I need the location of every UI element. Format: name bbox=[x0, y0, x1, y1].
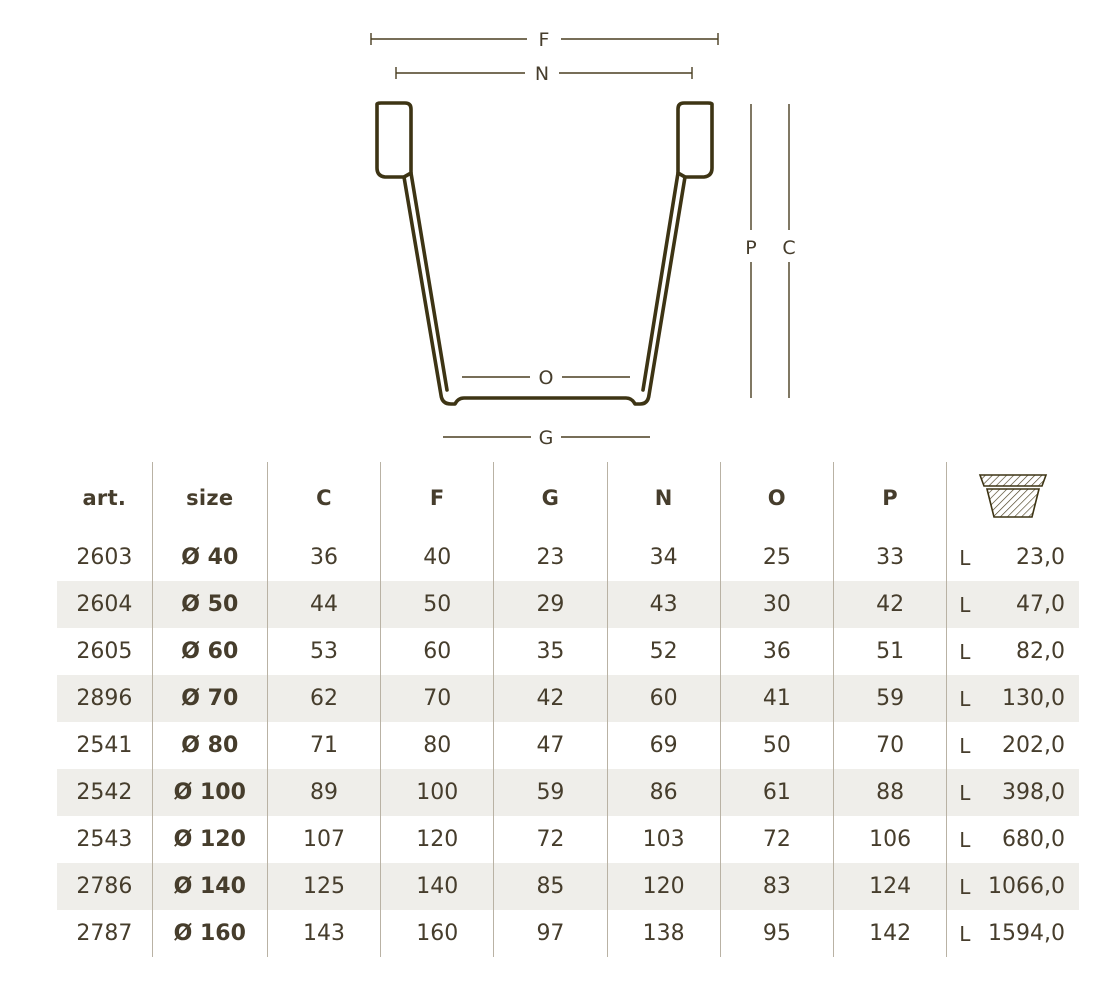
cell-c: 107 bbox=[267, 816, 380, 863]
cell-n: 138 bbox=[607, 910, 720, 957]
table-row bbox=[57, 816, 1079, 863]
cell-o: 95 bbox=[720, 910, 833, 957]
column-header-c: C bbox=[267, 462, 380, 534]
cell-n: 60 bbox=[607, 675, 720, 722]
volume-unit: L bbox=[959, 733, 971, 758]
cell-c: 62 bbox=[267, 675, 380, 722]
cell-f: 80 bbox=[381, 722, 494, 769]
cell-o: 50 bbox=[720, 722, 833, 769]
cell-volume bbox=[947, 722, 1079, 769]
cell-f: 120 bbox=[381, 816, 494, 863]
specifications-table bbox=[57, 462, 1079, 957]
table-row bbox=[57, 628, 1079, 675]
cell-g: 72 bbox=[494, 816, 607, 863]
dimension-label-G: G bbox=[538, 427, 554, 449]
cell-g: 47 bbox=[494, 722, 607, 769]
cell-c: 89 bbox=[267, 769, 380, 816]
cell-g: 85 bbox=[494, 863, 607, 910]
column-header-art: art. bbox=[82, 486, 127, 510]
cell-c: 143 bbox=[267, 910, 380, 957]
cell-p: 51 bbox=[833, 628, 946, 675]
pot-icon bbox=[976, 470, 1050, 522]
cell-art: 2786 bbox=[76, 874, 133, 899]
table-body bbox=[57, 534, 1079, 957]
volume-value: 202,0 bbox=[1002, 733, 1065, 758]
cell-volume bbox=[947, 863, 1079, 910]
cell-g: 29 bbox=[494, 581, 607, 628]
column-header-o: O bbox=[720, 462, 833, 534]
technical-drawing bbox=[0, 0, 1106, 462]
volume-unit: L bbox=[959, 545, 971, 570]
cell-c: 36 bbox=[267, 534, 380, 581]
cell-p: 70 bbox=[833, 722, 946, 769]
column-header-n: N bbox=[607, 462, 720, 534]
cell-volume bbox=[947, 769, 1079, 816]
cell-p: 142 bbox=[833, 910, 946, 957]
cell-size: Ø 50 bbox=[152, 581, 267, 628]
cell-p: 33 bbox=[833, 534, 946, 581]
volume-value: 130,0 bbox=[1002, 686, 1065, 711]
cell-f: 160 bbox=[381, 910, 494, 957]
volume-value: 82,0 bbox=[1016, 639, 1065, 664]
table-row bbox=[57, 910, 1079, 957]
column-header-g: G bbox=[494, 462, 607, 534]
cell-f: 100 bbox=[381, 769, 494, 816]
cell-volume bbox=[947, 581, 1079, 628]
column-header-volume bbox=[947, 462, 1079, 534]
volume-unit: L bbox=[959, 827, 971, 852]
cell-volume bbox=[947, 534, 1079, 581]
cell-g: 97 bbox=[494, 910, 607, 957]
cell-n: 69 bbox=[607, 722, 720, 769]
cell-f: 40 bbox=[381, 534, 494, 581]
cell-n: 120 bbox=[607, 863, 720, 910]
cell-f: 60 bbox=[381, 628, 494, 675]
cell-size: Ø 160 bbox=[152, 910, 267, 957]
cell-o: 83 bbox=[720, 863, 833, 910]
cell-o: 36 bbox=[720, 628, 833, 675]
volume-unit: L bbox=[959, 686, 971, 711]
volume-unit: L bbox=[959, 592, 971, 617]
volume-value: 1066,0 bbox=[988, 874, 1065, 899]
cell-size: Ø 40 bbox=[152, 534, 267, 581]
cell-art: 2787 bbox=[76, 921, 133, 946]
volume-unit: L bbox=[959, 639, 971, 664]
volume-unit: L bbox=[959, 921, 971, 946]
cell-g: 59 bbox=[494, 769, 607, 816]
cell-size: Ø 120 bbox=[152, 816, 267, 863]
volume-value: 47,0 bbox=[1016, 592, 1065, 617]
cell-c: 125 bbox=[267, 863, 380, 910]
cell-c: 53 bbox=[267, 628, 380, 675]
cell-p: 124 bbox=[833, 863, 946, 910]
cell-size: Ø 60 bbox=[152, 628, 267, 675]
cell-volume bbox=[947, 628, 1079, 675]
cell-art: 2603 bbox=[76, 545, 133, 570]
volume-value: 1594,0 bbox=[988, 921, 1065, 946]
table-row bbox=[57, 581, 1079, 628]
cell-volume bbox=[947, 910, 1079, 957]
table-row bbox=[57, 722, 1079, 769]
cell-f: 50 bbox=[381, 581, 494, 628]
column-header-p: P bbox=[833, 462, 946, 534]
cell-art: 2543 bbox=[76, 827, 133, 852]
cell-n: 43 bbox=[607, 581, 720, 628]
cell-art: 2605 bbox=[76, 639, 133, 664]
table-row bbox=[57, 863, 1079, 910]
cell-volume bbox=[947, 816, 1079, 863]
column-header-f: F bbox=[381, 462, 494, 534]
cell-size: Ø 140 bbox=[152, 863, 267, 910]
cell-art: 2542 bbox=[76, 780, 133, 805]
cell-o: 61 bbox=[720, 769, 833, 816]
volume-value: 23,0 bbox=[1016, 545, 1065, 570]
table-header-row bbox=[57, 462, 1079, 534]
cell-p: 59 bbox=[833, 675, 946, 722]
cell-c: 44 bbox=[267, 581, 380, 628]
cell-o: 72 bbox=[720, 816, 833, 863]
cell-n: 103 bbox=[607, 816, 720, 863]
cell-p: 106 bbox=[833, 816, 946, 863]
cell-n: 34 bbox=[607, 534, 720, 581]
volume-unit: L bbox=[959, 874, 971, 899]
cell-art: 2541 bbox=[76, 733, 133, 758]
cell-c: 71 bbox=[267, 722, 380, 769]
cell-g: 23 bbox=[494, 534, 607, 581]
dimension-label-C: C bbox=[782, 237, 796, 259]
volume-value: 398,0 bbox=[1002, 780, 1065, 805]
table-row bbox=[57, 769, 1079, 816]
dimension-label-F: F bbox=[538, 29, 550, 51]
dimension-label-O: O bbox=[538, 367, 554, 389]
cell-g: 35 bbox=[494, 628, 607, 675]
volume-value: 680,0 bbox=[1002, 827, 1065, 852]
cell-size: Ø 80 bbox=[152, 722, 267, 769]
cell-f: 140 bbox=[381, 863, 494, 910]
cell-art: 2604 bbox=[76, 592, 133, 617]
dimension-label-N: N bbox=[534, 63, 550, 85]
cell-volume bbox=[947, 675, 1079, 722]
cell-g: 42 bbox=[494, 675, 607, 722]
table-row bbox=[57, 534, 1079, 581]
volume-unit: L bbox=[959, 780, 971, 805]
cell-n: 52 bbox=[607, 628, 720, 675]
cell-size: Ø 100 bbox=[152, 769, 267, 816]
column-header-size: size bbox=[152, 462, 267, 534]
cell-o: 30 bbox=[720, 581, 833, 628]
cell-art: 2896 bbox=[76, 686, 133, 711]
cell-f: 70 bbox=[381, 675, 494, 722]
cell-o: 41 bbox=[720, 675, 833, 722]
cell-size: Ø 70 bbox=[152, 675, 267, 722]
dimension-label-P: P bbox=[745, 237, 757, 259]
table-row bbox=[57, 675, 1079, 722]
cell-o: 25 bbox=[720, 534, 833, 581]
cell-p: 88 bbox=[833, 769, 946, 816]
cell-p: 42 bbox=[833, 581, 946, 628]
cell-n: 86 bbox=[607, 769, 720, 816]
